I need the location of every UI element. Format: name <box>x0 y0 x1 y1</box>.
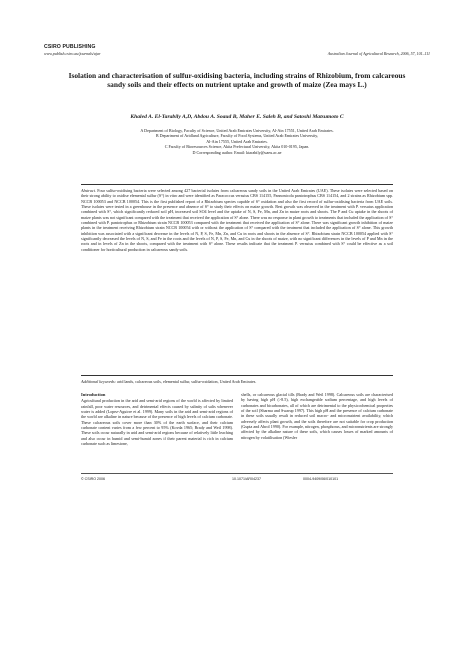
issn: 0004-9409/06/010101 <box>303 477 339 481</box>
doi: 10.1071/AR04237 <box>232 477 261 481</box>
corresponding-author: D Corresponding author. Email: ktarabily@uaeu.ac.ae <box>192 149 282 155</box>
intro-heading: Introduction <box>81 392 106 397</box>
footer-rule <box>81 473 393 474</box>
affiliations <box>66 128 408 155</box>
affiliation-b: B Department of Aridland Agriculture, Faculty of Food Systems, United Arab Emirates University, <box>155 133 319 139</box>
publisher-name: CSIRO PUBLISHING <box>44 44 96 50</box>
intro-right-column <box>241 392 393 440</box>
keywords-label: Additional keywords: <box>81 379 116 384</box>
affiliation-b-cont: Al-Ain 17555, United Arab Emirates. <box>206 138 268 144</box>
copyright: © CSIRO 2006 <box>81 477 106 481</box>
journal-url[interactable]: www.publish.csiro.au/journals/ajar <box>44 51 101 56</box>
abstract <box>81 188 393 252</box>
intro-left-text: Agricultural production in the arid and semi-arid regions of the world is affected by limited rainfall, poor water resources, and detrimental effects caused by salinity of salts whenever water is added (Lopez-Aguirre et al. 1999). Many soils in the arid and semi-arid regions of the world are alkaline in nature because of the presence of high levels of calcium carbonate. These calcareous soils cover more than 30% of the earth surface, and their calcium carbonate content varies from a few percent to 95% (Kovda 1965; Brady and Weil 1998). These soils occur naturally in arid and semi-arid regions because of relatively little leaching and also occur in humid and semi-humid zones if their parent material is rich in calcium carbonate such as limestone, <box>81 398 233 447</box>
abstract-text: Four sulfur-oxidising bacteria were selected among 427 bacterial isolates from calcareous sandy soils in the United Arab Emirates (UAE). These isolates were selected based on their strong ability to oxidise elemental sulfur (S°) in vitro and were identified as Paracoccus versutus CBS 114155, Pannonicola pantotrophus CBS 114154, and 2 strains as Rhizobium spp. NCCB 100053 and NCCB 100054. This is the first published report of a Rhizobium species capable of S° oxidation and also the first record of sulfur-oxidising bacteria from UAE soils. These isolates were tested in a greenhouse in the presence and absence of S° to study their effects on maize growth. Best growth was observed in the treatment with P. versutus application combined with S°, which significantly reduced soil pH, increased soil SO4 level and the uptake of N, S, Fe, Mn, and Zn in maize roots and shoots. The P and Cu uptake in the shoots of maize plants was not significant compared with the treatment that received the application of S° alone. There was no response in plant growth to treatments that included the application of S° combined with P. pantotrophus or Rhizobium strain NCCB 100053 compared with the treatment that received the application of S° alone. There was significant growth inhibition of maize plants in the treatment receiving Rhizobium strain NCCB 100054 with or without the application of S° compared with the treatment that included the application of S° alone. This growth inhibition was associated with a significant decrease in the levels of N, P, S, Fe, Mn, Zn, and Cu in roots and shoots in the absence of S°. Rhizobium strain NCCB 100054 applied with S° significantly decreased the levels of N, S, and Fe in the roots and the levels of N, P, S, Fe, Mn, and Cu in the shoots of maize, with no significant differences in the levels of P and Mn in the roots and in levels of Zn in the shoots, compared with the treatment with S° alone. These results indicate that the treatment P. versutus combined with S° could be effective as a soil conditioner for horticultural production in calcareous sandy soils. <box>81 188 393 252</box>
abstract-top-rule <box>81 184 393 185</box>
article-title: Isolation and characterisation of sulfur-oxidising bacteria, including strains of Rhizobium, from calcareous sandy soils and their effects on nutrient uptake and growth of maize (Zea mays L.) <box>68 71 406 90</box>
journal-citation: Australian Journal of Agricultural Research, 2006, 57, 101–111 <box>327 51 430 56</box>
intro-right-text: shells, or calcareous glacial tills (Brady and Weil 1998). Calcareous soils are characterised by having high pH (>8.5), high exchangeable sodium percentage, and high levels of carbonates and bicarbonates, all of which are detrimental to the physicochemical properties of the soil (Sharma and Swarup 1997). This high pH and the presence of calcium carbonate in these soils usually result in reduced soil macro- and micronutrient availability, which adversely affects plant growth, and the soils therefore are not suitable for crop production (Gupta and Abrol 1990). For example, nitrogen, phosphorus, and micronutrients are strongly affected by the alkaline nature of these soils, which causes losses of marked amounts of nitrogen by volatilisation (Wiesler <box>241 392 393 440</box>
affiliation-a: A Department of Biology, Faculty of Science, United Arab Emirates University, Al-Ain 17551, United Arab Emirates. <box>140 128 334 133</box>
abstract-label: Abstract. <box>81 188 96 193</box>
author-list: Khaled A. El-Tarabily A,D, Abdou A. Soaud B, Maher E. Saleh B, and Satoshi Matsumoto C <box>130 114 344 120</box>
abstract-bottom-rule <box>81 375 393 376</box>
keywords-text: arid lands, calcareous soils, elemental sulfur, sulfur-oxidation, United Arab Emirates. <box>117 379 257 384</box>
affiliation-c: C Faculty of Bioresources Science, Akita Prefectural University, Akita 010-0195, Japan. <box>164 144 310 150</box>
keywords <box>81 379 393 384</box>
intro-left-column <box>81 392 233 446</box>
